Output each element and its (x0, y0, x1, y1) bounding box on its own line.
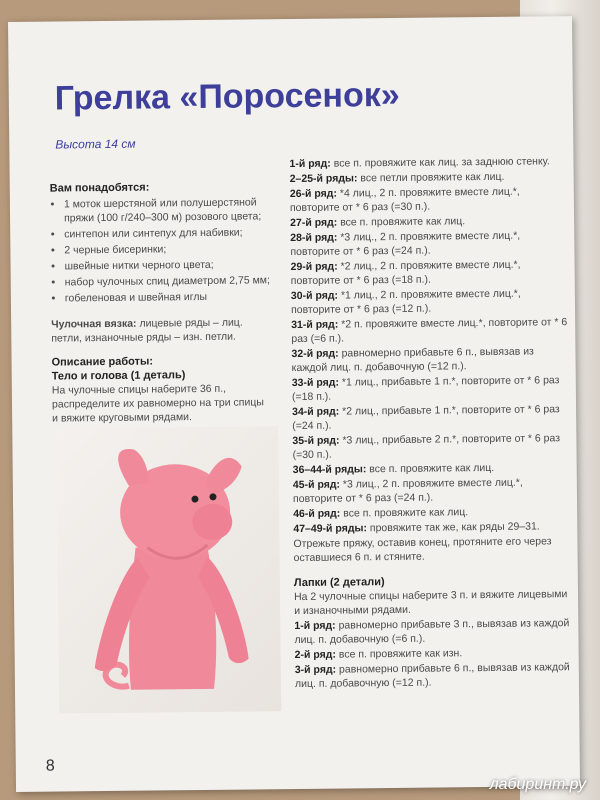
list-item: • набор чулочных спиц диаметром 2,75 мм; (65, 273, 271, 289)
list-item: 2-й ряд: все п. провяжите как изн. (294, 647, 463, 662)
list-item: 30-й ряд: *1 лиц., 2 п. провяжите вместе лиц.*, повторите от * 6 раз (=12 п.). (290, 287, 521, 317)
list-item: 34-й ряд: *2 лиц., прибавьте 1 п.*, повторите от * 6 раз (=24 п.). (292, 403, 560, 433)
list-item: 1-й ряд: равномерно прибавьте 3 п., вывязав из каждой лиц. п. добавочную (=6 п.). (294, 617, 570, 647)
list-item: 35-й ряд: *3 лиц., прибавьте 2 п.*, повторите от * 6 раз (=30 п.). (292, 432, 561, 462)
list-item: 45-й ряд: *3 лиц., 2 п. провяжите вместе лиц.*, повторите от * 6 раз (=24 п.). (292, 476, 523, 506)
list-item: • 2 черные бисеринки; (64, 241, 270, 257)
knitted-pig-illustration (56, 426, 281, 713)
body-heading: Тело и голова (1 деталь) (51, 369, 186, 383)
book-page (8, 16, 580, 792)
paws-heading: Лапки (2 детали) (293, 576, 385, 590)
right-column (289, 154, 575, 692)
list-item: 36–44-й ряды: все п. провяжите как лиц. (292, 461, 495, 477)
materials-list (50, 195, 271, 305)
body-text: На чулочные спицы наберите 36 п., распределите их равномерно на три спицы и вяжите круговыми рядами. (51, 382, 264, 425)
page-number: 8 (45, 757, 55, 775)
list-item: 32-й ряд: равномерно прибавьте 6 п., вывязав из каждой лиц. п. добавочную (=12 п.). (291, 345, 534, 375)
list-item: 3-й ряд: равномерно прибавьте 6 п., вывязав из каждой лиц. п. добавочную (=12 п.). (294, 661, 570, 691)
list-item: 29-й ряд: *2 лиц., 2 п. провяжите вместе лиц.*, повторите от * 6 раз (=18 п.). (290, 258, 521, 288)
list-item: 2–25-й ряды: все петли провяжите как лиц. (289, 170, 505, 186)
list-item: 28-й ряд: *3 лиц., 2 п. провяжите вместе лиц.*, повторите от * 6 раз (=24 п.). (290, 229, 521, 259)
list-item: • гобеленовая и швейная иглы (65, 289, 271, 305)
finish-text: Отрежьте пряжу, оставив конец, протяните его через оставшиеся 6 п. и стяните. (293, 535, 552, 565)
list-item: 33-й ряд: *1 лиц., прибавьте 1 п.*, повторите от * 6 раз (=18 п.). (291, 374, 560, 404)
list-item: • швейные нитки черного цвета; (64, 257, 270, 273)
watermark-logo: лабиринт.ру (489, 776, 586, 793)
list-item: 46-й ряд: все п. провяжите как лиц. (293, 506, 469, 521)
paws-intro: На 2 чулочные спицы наберите 3 п. и вяжите лицевыми и изнаночными рядами. (293, 588, 568, 618)
list-item: 26-й ряд: *4 лиц., 2 п. провяжите вместе лиц.*, повторите от * 6 раз (=30 п.). (289, 185, 520, 215)
list-item: 27-й ряд: все п. провяжите как лиц. (290, 215, 466, 230)
list-item: • синтепон или синтепух для набивки; (64, 225, 270, 241)
list-item: 31-й ряд: *2 п. провяжите вместе лиц.*, повторите от * 6 раз (=6 п.). (291, 316, 568, 346)
list-item: • 1 моток шерстяной или полушерстяной пряжи (100 г/240–300 м) розового цвета; (64, 195, 270, 225)
stockinette-label: Чулочная вязка: (51, 317, 137, 331)
list-item: 47–49-й ряды: провяжите так же, как ряды 29–31. (293, 520, 540, 536)
list-item: 1-й ряд: все п. провяжите как лиц. за заднюю стенку. (289, 155, 550, 171)
page-title: Грелка «Поросенок» (54, 75, 400, 118)
pig-photo (56, 426, 281, 713)
height-note: Высота 14 см (55, 136, 136, 152)
description-heading: Описание работы: (51, 355, 154, 369)
materials-heading: Вам понадобятся: (49, 181, 150, 195)
stockinette-note: Чулочная вязка: лицевые ряды – лиц. петли, изнаночные ряды – изн. петли. (51, 316, 243, 345)
left-column (50, 179, 273, 425)
